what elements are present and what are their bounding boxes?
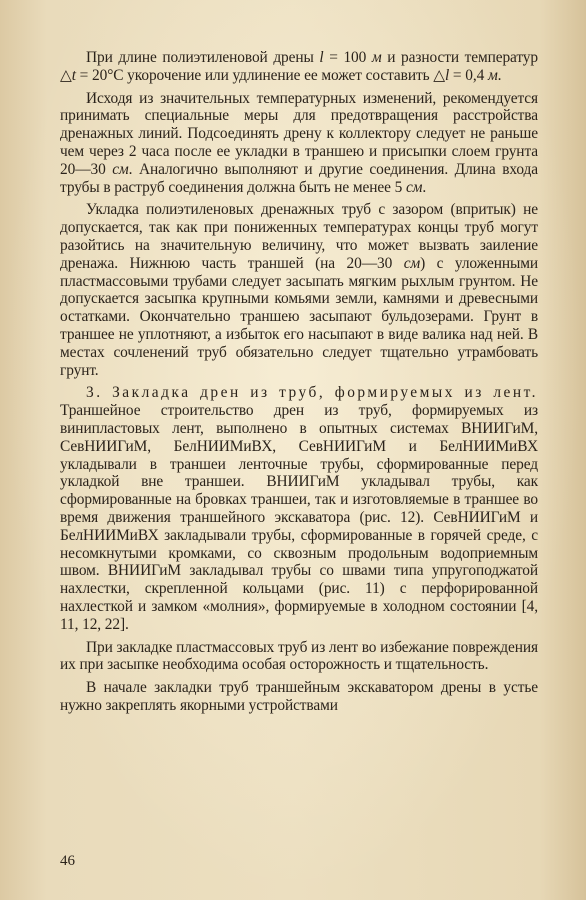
text-run: l [319,49,324,66]
paragraph-1 [60,49,538,85]
text-run: см [405,178,423,196]
text-run: t [71,66,76,84]
text-run: . Аналогично выполняют и другие соединения. Длина входа трубы в раструб соединения должна быть не менее 5 [60,160,538,196]
text-run: см [403,254,421,272]
text-run: и разности температур △ [60,49,539,84]
paragraph-6 [60,679,538,715]
text-run: = 0,4 [449,66,488,84]
text-run: см [112,160,129,178]
paragraph-2 [60,90,538,197]
text-run: Исходя из значительных температурных изменений, рекомендуется принимать специальные меры для предотвращения расстройства дренажных линий. Подсоединять дрену к коллектору следует не раньше чем через 2 часа после ее укладки в траншею и присыпки слоем грунта 20—30 [60,89,538,178]
text-run: . [422,178,427,196]
body-text [60,49,538,715]
text-run: Траншейное строительство дрен из труб, формируемых из винипластовых лент, выполнено в опытных системах ВНИИГиМ, СевНИИГиМ, БелНИИМиВХ, СевНИИГиМ и БелНИИМиВХ укладывали в траншеи ленточные трубы, сформированные перед укладкой вне траншеи. ВНИИГиМ укладывал трубы, как сформированные на бровках траншеи, так и изготовляемые в траншее во время движения траншейного экскаватора (рис. 12). СевНИИГиМ и БелНИИМиВХ закладывали трубы, сформированные в горячей среде, с несомкнутыми кромками, со сквозным продольным водоприемным швом. ВНИИГиМ закладывал трубы со швами типа упругоподжатой нахлестки, скрепленной кольцами (рис. 11) с перфорированной нахлесткой и замком «молния», формируемые в холодном состоянии [4, 11, 12, 22]. [60,402,538,633]
text-run: м [371,49,382,66]
paragraph-4 [60,384,538,633]
text-run: ) с уложенными пластмассовыми трубами следует засыпать мягким рыхлым грунтом. Не допускается засыпка крупными комьями земли, камнями и древесными остатками. Окончательно траншею засыпают бульдозерами. Грунт в траншее не уплотняют, а избыток его насыпают в виде валика над ней. В местах сочленений труб обязательно следует тщательно утрамбовать грунт. [60,254,538,379]
text-run: Укладка полиэтиленовых дренажных труб с зазором (впритык) не допускается, так как при пониженных температурах концы труб могут разойтись на значительную величину, что может вызвать заиление дренажа. Нижнюю часть траншей (на 20—30 [60,201,538,272]
text-run: l [444,66,450,84]
text-run: = 100 [323,49,372,66]
text-run: . [497,66,502,84]
paragraph-3 [60,201,538,379]
paragraph-5 [60,639,538,675]
text-run: м [487,66,498,84]
text-run: При закладке пластмассовых труб из лент во избежание повреждения их при засыпке необходима особая осторожность и тщательность. [60,638,539,674]
text-run: В начале закладки труб траншейным экскаватором дрены в устье нужно закреплять якорными устройствами [60,679,538,714]
text-run: = 20°С укорочение или удлинение ее может составить △ [75,66,445,84]
text-run: При длине полиэтиленовой дрены [86,49,320,66]
page-number: 46 [60,853,75,869]
text-run: 3. Закладка дрен из труб, формируемых из лент. [86,384,538,402]
